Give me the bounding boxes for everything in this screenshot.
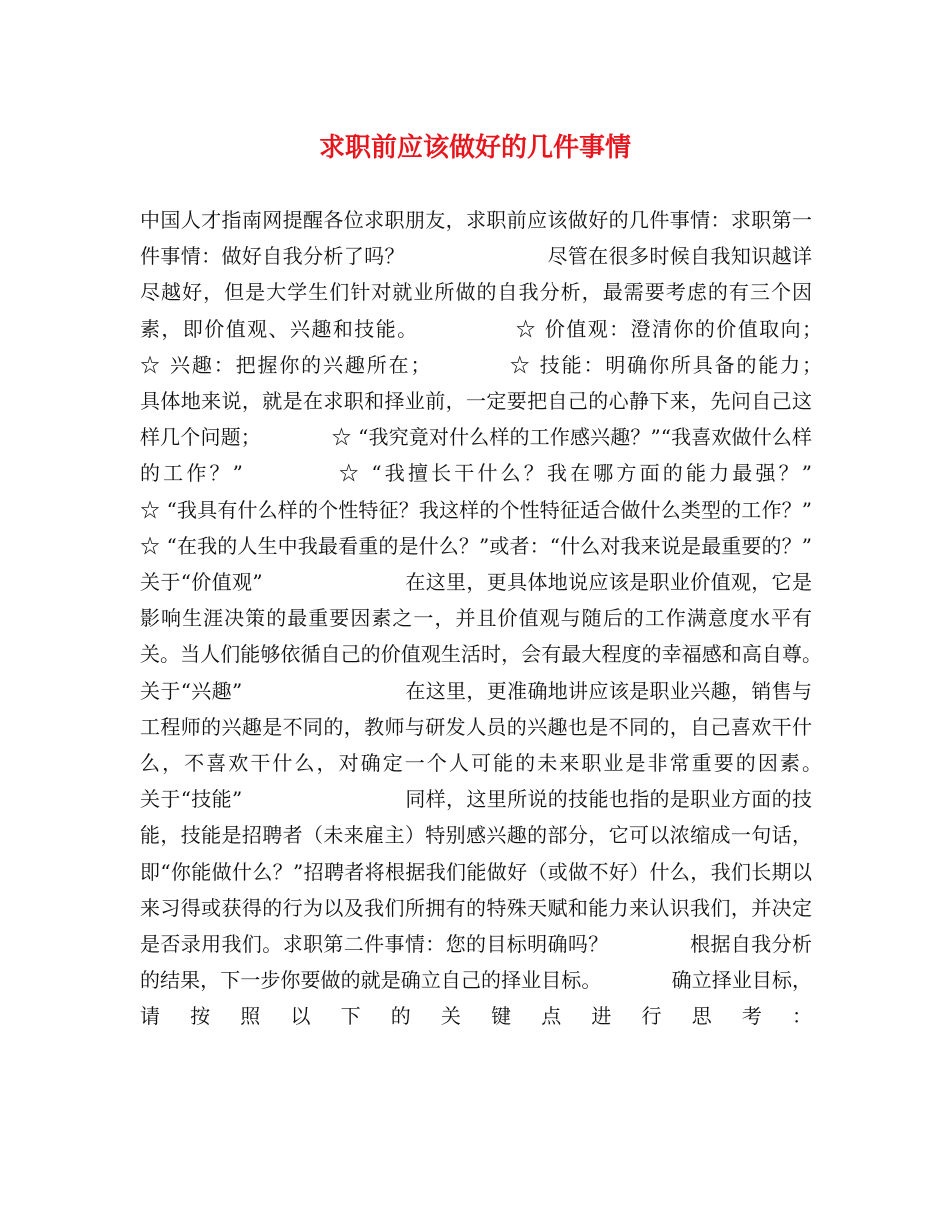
document-body: 中国人才指南网提醒各位求职朋友，求职前应该做好的几件事情：求职第一件事情：做好自我分析了吗？ 尽管在很多时候自我知识越详尽越好，但是大学生们针对就业所做的自我分析，最需要考虑的有三个因素，即价值观、兴趣和技能。 ☆ 价值观：澄清你的价值取向； ☆ 兴趣：把握你的兴趣所在； ☆ 技能：明确你所具备的能力； 具体地来说，就是在求职和择业前，一定要把自己的心静下来，先问自己这样几个问题； ☆ “我究竟对什么样的工作感兴趣？”“我喜欢做什么样的工作？” ☆ “我擅长干什么？我在哪方面的能力最强？” ☆ “我具有什么样的个性特征？我这样的个性特征适合做什么类型的工作？” ☆ “在我的人生中我最看重的是什么？”或者：“什么对我来说是最重要的？” 关于“价值观” 在这里，更具体地说应该是职业价值观，它是影响生涯决策的最重要因素之一，并且价值观与随后的工作满意度水平有关。当人们能够依循自己的价值观生活时，会有最大程度的幸福感和高自尊。 关于“兴趣” 在这里，更准确地讲应该是职业兴趣，销售与工程师的兴趣是不同的，教师与研发人员的兴趣也是不同的，自己喜欢干什么，不喜欢干什么，对确定一个人可能的未来职业是非常重要的因素。 关于“技能” 同样，这里所说的技能也指的是职业方面的技能，技能是招聘者（未来雇主）特别感兴趣的部分，它可以浓缩成一句话，即“你能做什么？”招聘者将根据我们能做好（或做不好）什么，我们长期以来习得或获得的行为以及我们所拥有的特殊天赋和能力来认识我们，并决定是否录用我们。求职第二件事情：您的目标明确吗？ 根据自我分析的结果，下一步你要做的就是确立自己的择业目标。 确立择业目标，请按照以下的关键点进行思考：: [140, 208, 912, 1029]
document-title: 求职前应该做好的几件事情: [318, 133, 631, 163]
